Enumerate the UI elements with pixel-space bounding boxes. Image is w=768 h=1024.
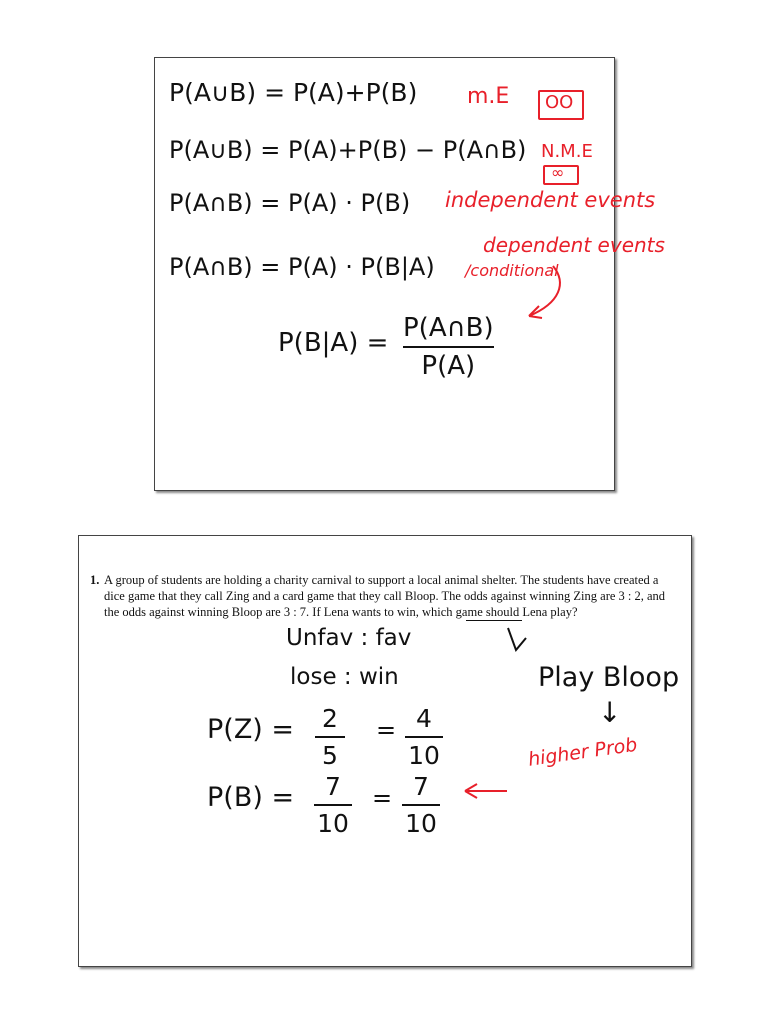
unfav-fav-note: Unfav : fav	[286, 625, 412, 651]
down-arrow-icon	[502, 624, 532, 660]
pb-label: P(B) =	[207, 782, 295, 813]
pz-fraction-1: 2 5	[315, 704, 345, 770]
pb-fraction-1: 7 10	[314, 772, 352, 838]
conditional-fraction	[403, 313, 494, 381]
higher-prob-note: higher Prob	[526, 733, 639, 771]
conditional-denominator: P(A)	[421, 351, 476, 381]
red-left-arrow-icon	[461, 781, 511, 801]
answer-down-arrow: ↓	[598, 696, 622, 729]
me-label: m.E	[467, 84, 510, 109]
pb-equals: =	[372, 784, 393, 812]
me-diagram-icon: OO	[538, 90, 584, 120]
red-curved-arrow-icon	[515, 258, 575, 328]
independent-formula: P(A∩B) = P(A) · P(B)	[169, 189, 411, 217]
underline-mark	[466, 620, 522, 621]
union-nme-formula: P(A∪B) = P(A)+P(B) − P(A∩B)	[169, 136, 527, 164]
dependent-formula: P(A∩B) = P(A) · P(B|A)	[169, 253, 435, 281]
problem-statement	[90, 572, 675, 620]
lose-win-note: lose : win	[290, 664, 399, 690]
conditional-label: /conditional	[465, 261, 559, 280]
nme-diagram-icon: ∞	[543, 165, 579, 185]
pz-fraction-2: 4 10	[405, 704, 443, 770]
fraction-bar	[403, 346, 494, 348]
odds-problem-panel	[78, 535, 692, 967]
probability-rules-panel	[154, 57, 665, 491]
conditional-numerator: P(A∩B)	[403, 313, 494, 343]
problem-number: 1.	[90, 573, 100, 587]
play-bloop-answer: Play Bloop	[538, 662, 680, 693]
conditional-lhs: P(B|A) =	[278, 328, 389, 358]
pz-label: P(Z) =	[207, 714, 295, 745]
pb-fraction-2: 7 10	[402, 772, 440, 838]
problem-text: A group of students are holding a charity carnival to support a local animal shelter. The students have created a dice game that they call Zing and a card game that they call Bloop. The odds against winning Zing are 3 : 2, and the odds against winning Bloop are 3 : 7. If Lena wants to win, which game should Lena play?	[104, 573, 666, 619]
independent-events-label: independent events	[445, 188, 656, 212]
nme-label: N.M.E	[541, 141, 593, 162]
dependent-events-label: dependent events	[483, 233, 665, 257]
pz-equals: =	[376, 716, 397, 744]
union-me-formula: P(A∪B) = P(A)+P(B)	[169, 78, 418, 107]
